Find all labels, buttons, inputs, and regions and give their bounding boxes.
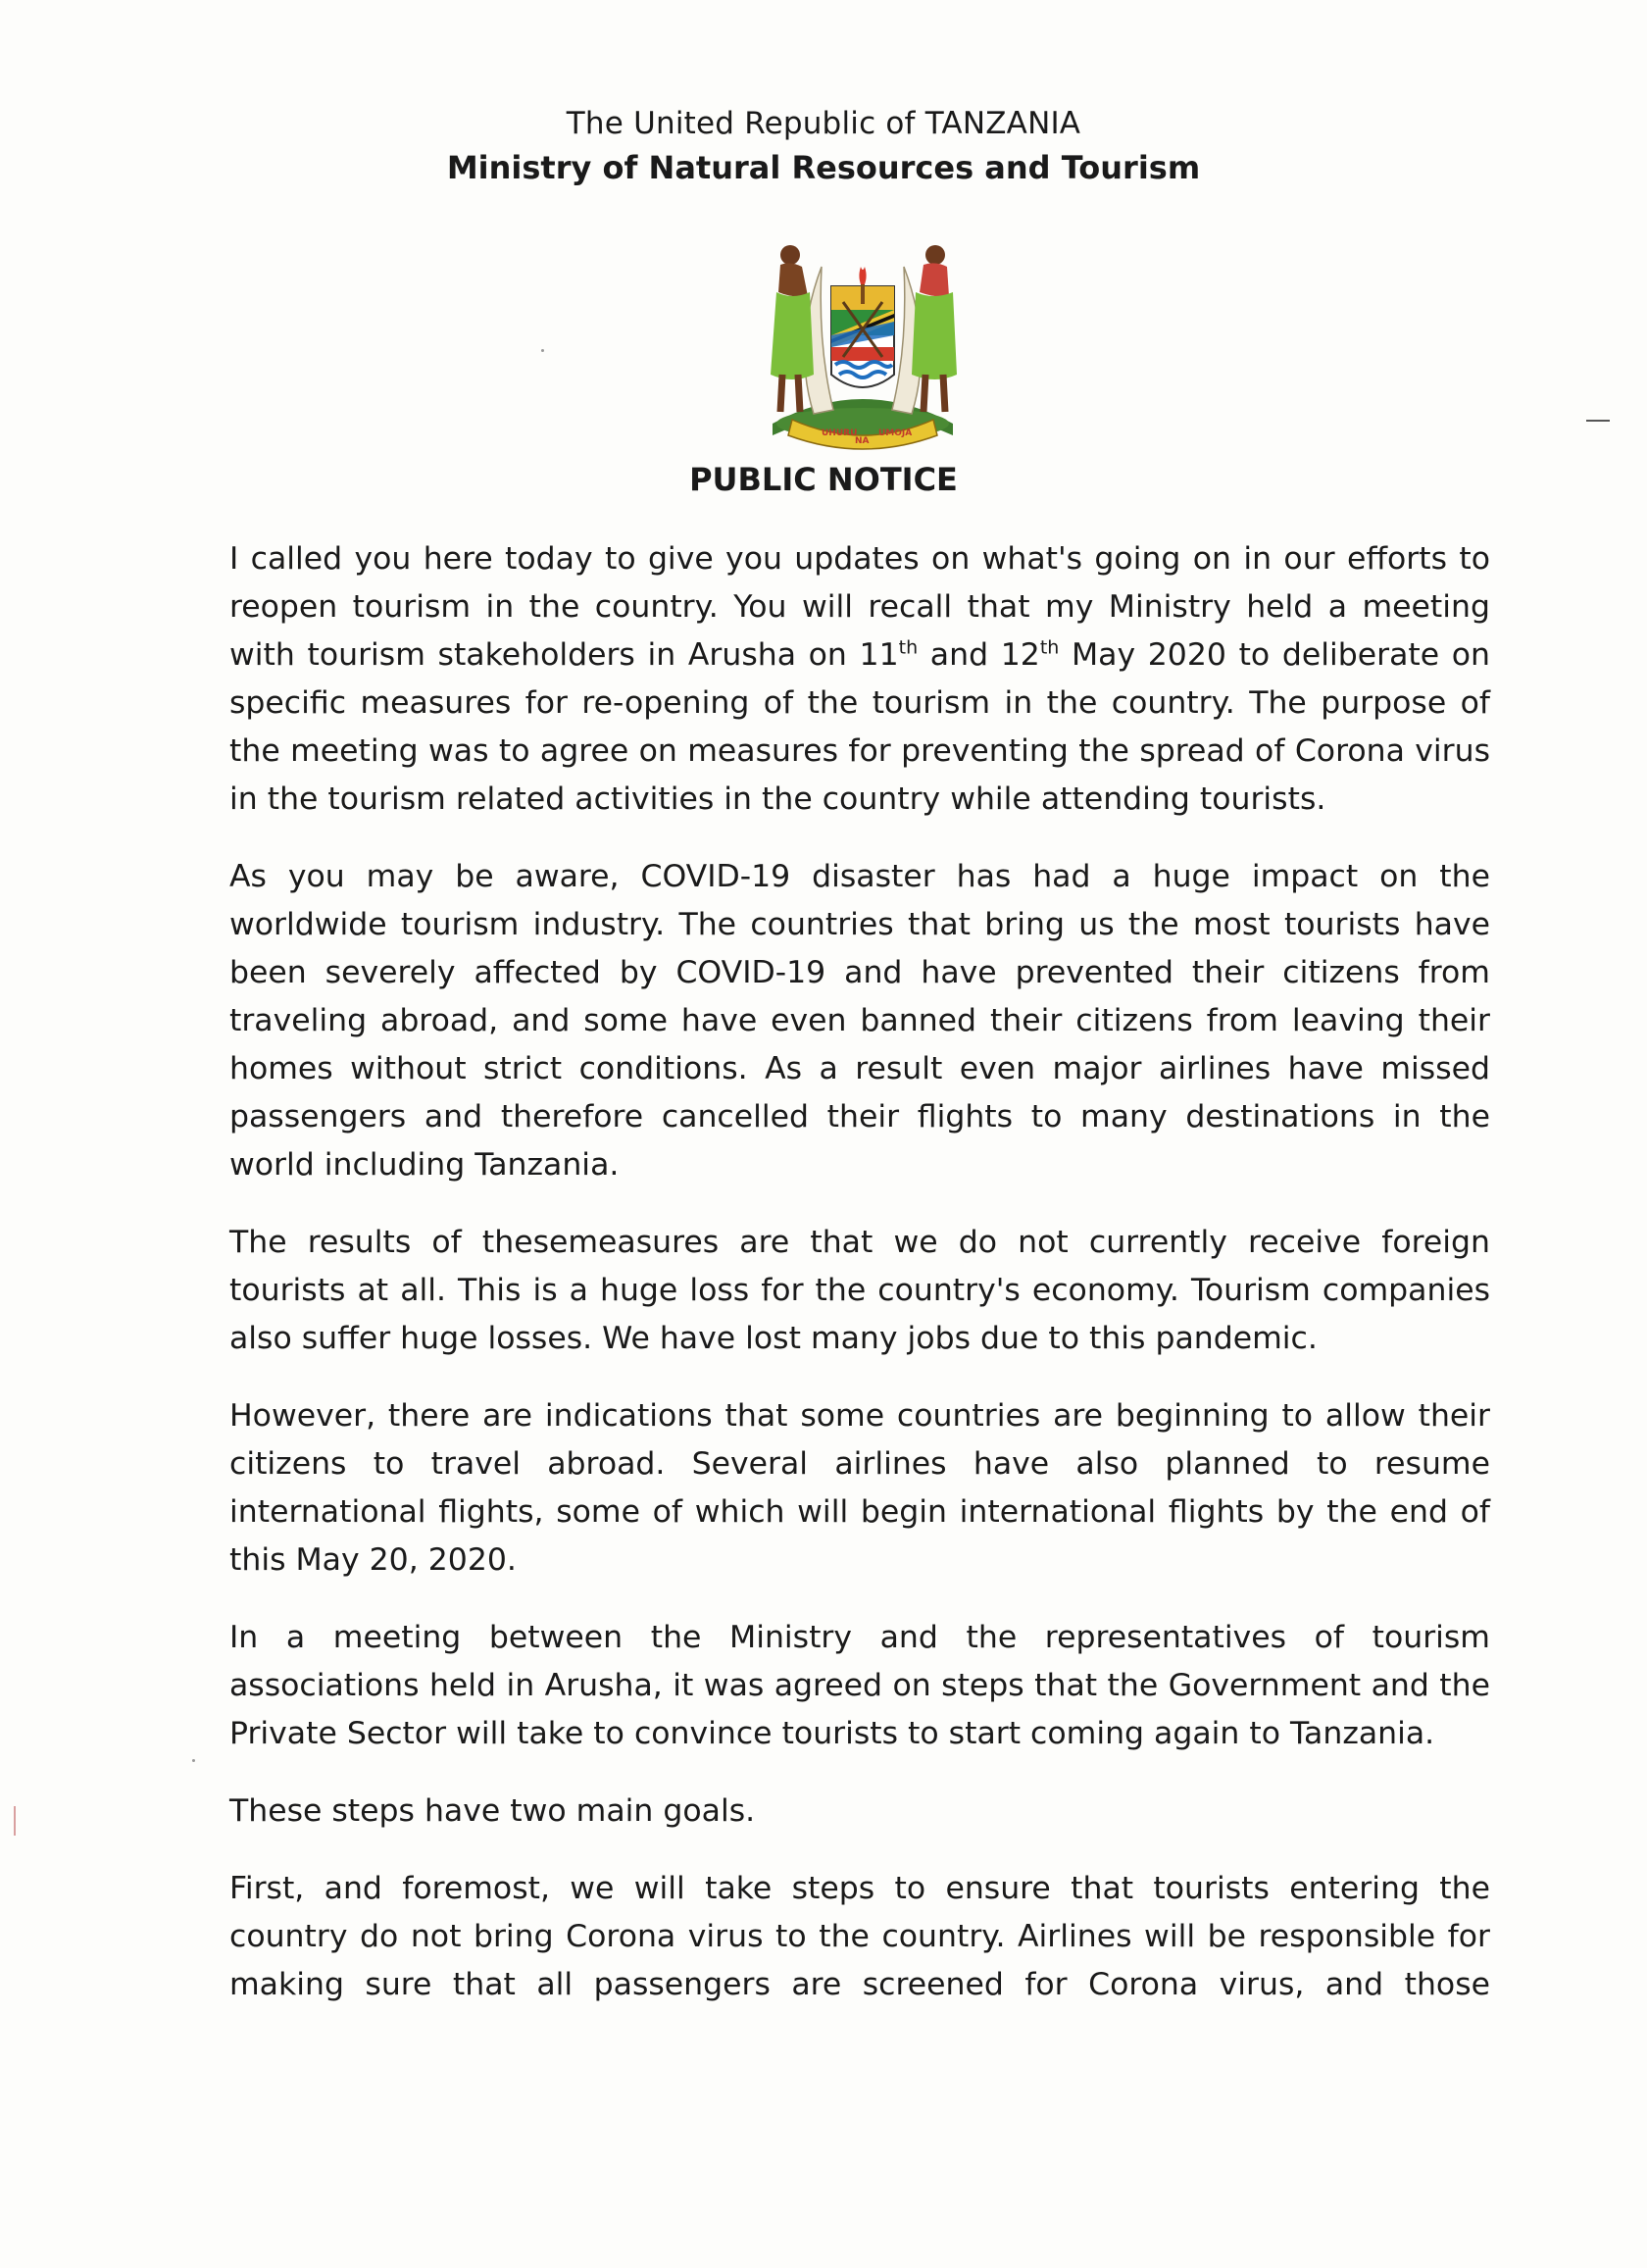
scan-edge-mark [14,1806,16,1836]
motto-word-3: UMOJA [878,428,913,438]
superscript-th-1: th [898,636,919,659]
paragraph-1-part-b: and 12 [918,637,1040,673]
paragraph-7: First, and foremost, we will take steps to ensure that tourists entering the country do not bring Corona virus to the country. Airlines will be responsible for making sure that all passengers are screened for Corona virus, and those [229,1871,1490,2002]
paragraph-1 [229,535,1490,824]
header-country: The United Republic of TANZANIA [566,106,1081,141]
header-ministry: Ministry of Natural Resources and Tourism [446,149,1201,186]
paragraph-5: In a meeting between the Ministry and the representatives of tourism associations held in Arusha, it was agreed on steps that the Government and the Private Sector will take to convince tourists to start coming again to Tanzania. [229,1620,1490,1751]
motto-word-1: UHURU [822,428,858,438]
paragraph-1-part-c: May 2020 to deliberate on specific measures for re-opening of the tourism in the country. The purpose of the meeting was to agree on measures for preventing the spread of Corona virus in the tourism related activities in the country while attending tourists. [229,637,1490,817]
motto-word-2: NA [855,436,870,446]
paragraph-4: However, there are indications that some countries are beginning to allow their citizens to travel abroad. Several airlines have also planned to resume international flights, some of which will begin international flights by the end of this May 20, 2020. [229,1398,1490,1578]
paragraph-2: As you may be aware, COVID-19 disaster has had a huge impact on the worldwide tourism industry. The countries that bring us the most tourists have been severely affected by COVID-19 and have prevented their citizens from traveling abroad, and some have even banned their citizens from leaving their homes without strict conditions. As a result even major airlines have missed passengers and therefore cancelled their flights to many destinations in the world including Tanzania. [229,859,1490,1183]
paragraph-6: These steps have two main goals. [229,1793,756,1829]
tanzania-coat-of-arms-icon [753,227,973,451]
paragraph-1-part-a: I called you here today to give you updates on what's going on in our efforts to reopen tourism in the country. You will recall that my Ministry held a meeting with tourism stakeholders in Arusha on 11 [229,541,1490,673]
scan-speck [541,349,544,352]
scan-edge-mark [1586,420,1610,422]
notice-body [229,535,1490,2039]
scan-speck [192,1759,195,1762]
notice-title: PUBLIC NOTICE [689,461,958,498]
paragraph-3: The results of thesemeasures are that we do not currently receive foreign tourists at all. This is a huge loss for the country's economy. Tourism companies also suffer huge losses. We have lost many jobs due to this pandemic. [229,1225,1490,1356]
superscript-th-2: th [1039,636,1060,659]
